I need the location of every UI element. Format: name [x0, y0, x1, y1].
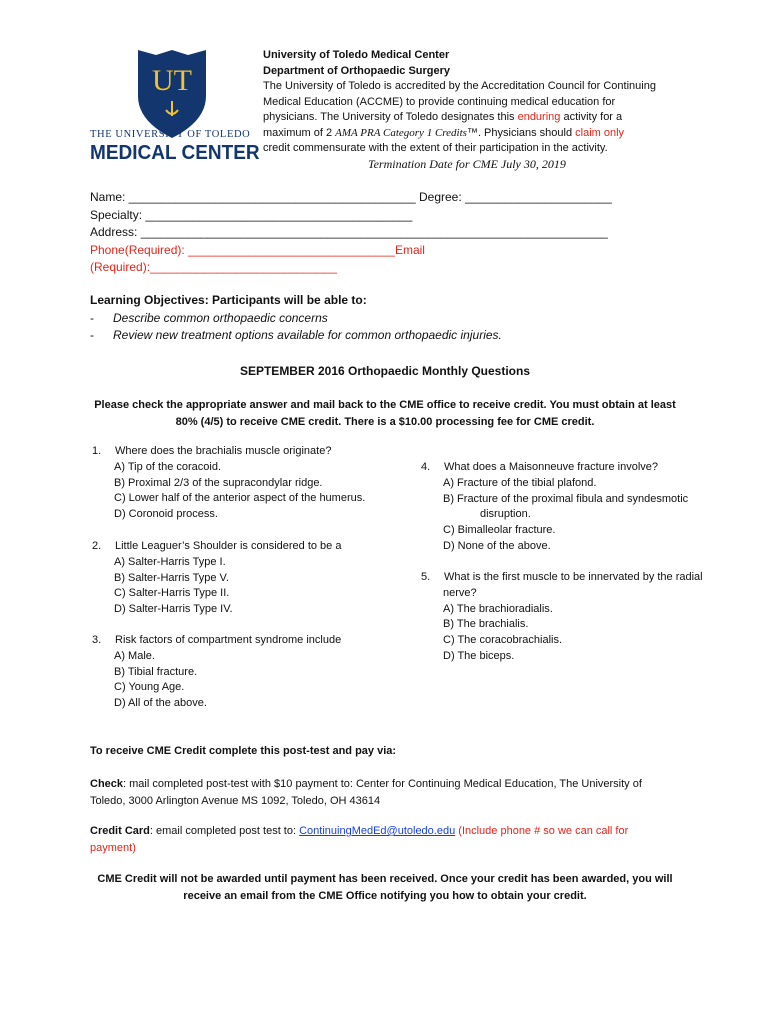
- objective-text: Review new treatment options available for common orthopaedic injuries.: [113, 328, 502, 342]
- instructions-line-2: 80% (4/5) to receive CME credit. There is a $10.00 processing fee for CME credit.: [175, 416, 595, 428]
- card-text: : email completed post test to:: [149, 825, 300, 837]
- payment-title: To receive CME Credit complete this post-test and pay via:: [90, 745, 397, 757]
- footer-note: [0, 871, 770, 905]
- instructions: [0, 397, 770, 431]
- enduring-text: enduring: [517, 111, 561, 123]
- question-number: 5.: [421, 571, 431, 583]
- answer-option-continued: disruption.: [480, 508, 531, 521]
- question-stem: Risk factors of compartment syndrome include: [115, 634, 342, 646]
- answer-option[interactable]: A) Fracture of the tibial plafond.: [443, 476, 597, 489]
- header-line-7: credit commensurate with the extent of their participation in the activity.: [263, 142, 608, 154]
- answer-option[interactable]: C) Salter-Harris Type II.: [114, 587, 230, 600]
- answer-option[interactable]: D) The biceps.: [443, 649, 515, 662]
- header-text: maximum of 2: [263, 126, 336, 139]
- university-logo: [88, 46, 260, 166]
- header-line-2: Department of Orthopaedic Surgery: [263, 64, 451, 77]
- answer-option[interactable]: B) Proximal 2/3 of the supracondylar ridge.: [114, 476, 323, 489]
- cme-email-link[interactable]: ContinuingMedEd@utoledo.edu: [299, 825, 456, 837]
- header-text: activity for a: [560, 111, 623, 123]
- answer-option[interactable]: C) Lower half of the anterior aspect of the humerus.: [114, 492, 366, 505]
- name-degree-field[interactable]: Name: ___________________________________________ Degree: ______________________: [90, 190, 612, 204]
- header-block: [263, 48, 733, 172]
- answer-option[interactable]: C) Bimalleolar fracture.: [443, 524, 556, 537]
- question-text: [92, 444, 365, 460]
- registration-form: [90, 189, 612, 277]
- learning-objectives: [90, 292, 502, 345]
- termination-date: Termination Date for CME July 30, 2019: [368, 156, 566, 171]
- question-text-continued: nerve?: [443, 586, 477, 599]
- ama-credits-text: AMA PRA Category 1 Credits: [335, 126, 467, 139]
- address-field[interactable]: Address: ______________________________________________________________________: [90, 225, 608, 239]
- card-line-1: [90, 823, 628, 840]
- claim-only-text: claim only: [575, 126, 625, 139]
- question-number: 4.: [421, 461, 431, 473]
- question-text: [92, 633, 341, 649]
- check-payment: [90, 776, 642, 810]
- answer-option[interactable]: B) Salter-Harris Type V.: [114, 571, 229, 584]
- answer-option[interactable]: D) Salter-Harris Type IV.: [114, 603, 233, 616]
- answer-option[interactable]: D) None of the above.: [443, 539, 551, 552]
- question-stem: What is the first muscle to be innervated by the radial: [444, 571, 703, 583]
- answer-option[interactable]: A) The brachioradialis.: [443, 602, 553, 615]
- header-line-3: The University of Toledo is accredited by the Accreditation Council for Continuing: [263, 80, 656, 92]
- answer-option[interactable]: D) All of the above.: [114, 697, 207, 710]
- question-text: [421, 570, 703, 586]
- header-text: physicians. The University of Toledo designates this: [263, 111, 518, 123]
- credit-card-payment: [90, 823, 628, 857]
- objective-item: - Describe common orthopaedic concerns: [90, 310, 328, 325]
- objectives-title: Learning Objectives: Participants will be able to:: [90, 293, 367, 307]
- header-line-5: [263, 110, 733, 126]
- phone-field[interactable]: Phone(Required): _______________________________Email: [90, 242, 425, 257]
- footer-line-1: CME Credit will not be awarded until payment has been received. Once your credit has been awarded, you will: [97, 873, 673, 885]
- card-line-2: payment): [90, 842, 136, 854]
- card-note: (Include phone # so we can call for: [455, 825, 629, 837]
- check-text: : mail completed post-test with $10 payment to: Center for Continuing Medical Education, The University of: [123, 778, 642, 790]
- answer-option[interactable]: A) Male.: [114, 649, 155, 662]
- specialty-field[interactable]: Specialty: ________________________________________: [90, 207, 413, 222]
- header-line-6: [263, 126, 733, 142]
- question-5: [421, 570, 703, 665]
- answer-option[interactable]: D) Coronoid process.: [114, 508, 218, 521]
- question-number: 1.: [92, 445, 102, 457]
- check-line-2: Toledo, 3000 Arlington Avenue MS 1092, Toledo, OH 43614: [90, 795, 381, 807]
- header-text: ™. Physicians should: [466, 126, 576, 139]
- instructions-line-1: Please check the appropriate answer and mail back to the CME office to receive credit. You must obtain at least: [94, 399, 676, 411]
- question-text: [92, 539, 341, 555]
- answer-option[interactable]: C) The coracobrachialis.: [443, 634, 563, 647]
- question-3: [92, 633, 341, 712]
- question-number: 2.: [92, 540, 102, 552]
- question-2: [92, 539, 341, 618]
- objective-item: - Review new treatment options available for common orthopaedic injuries.: [90, 328, 502, 342]
- objective-text: Describe common orthopaedic concerns: [113, 310, 328, 325]
- section-title: SEPTEMBER 2016 Orthopaedic Monthly Questions: [239, 364, 531, 378]
- question-stem: Where does the brachialis muscle originate?: [115, 445, 332, 457]
- question-1: [92, 444, 365, 523]
- answer-option[interactable]: B) The brachialis.: [443, 618, 529, 631]
- header-line-4: Medical Education (ACCME) to provide continuing medical education for: [263, 95, 616, 108]
- email-field[interactable]: (Required):____________________________: [90, 260, 337, 274]
- answer-option[interactable]: B) Tibial fracture.: [114, 665, 198, 678]
- answer-option[interactable]: A) Tip of the coracoid.: [114, 460, 221, 473]
- answer-option[interactable]: B) Fracture of the proximal fibula and syndesmotic: [443, 492, 689, 505]
- footer-line-2: receive an email from the CME Office notifying you how to obtain your credit.: [183, 890, 587, 902]
- check-label: Check: [90, 778, 124, 790]
- logo-letters: UT: [152, 64, 192, 97]
- logo-university-name: THE UNIVERSITY OF TOLEDO: [90, 129, 251, 140]
- answer-option[interactable]: C) Young Age.: [114, 681, 185, 694]
- question-4: [421, 460, 688, 555]
- question-number: 3.: [92, 634, 102, 646]
- question-text: [421, 460, 688, 476]
- logo-medical-center: MEDICAL CENTER: [90, 142, 260, 164]
- question-stem: Little Leaguer’s Shoulder is considered to be a: [115, 540, 342, 552]
- question-stem: What does a Maisonneuve fracture involve?: [444, 461, 659, 473]
- header-line-1: University of Toledo Medical Center: [263, 49, 450, 61]
- answer-option[interactable]: A) Salter-Harris Type I.: [114, 555, 226, 568]
- card-label: Credit Card: [90, 825, 150, 837]
- check-line-1: [90, 776, 642, 793]
